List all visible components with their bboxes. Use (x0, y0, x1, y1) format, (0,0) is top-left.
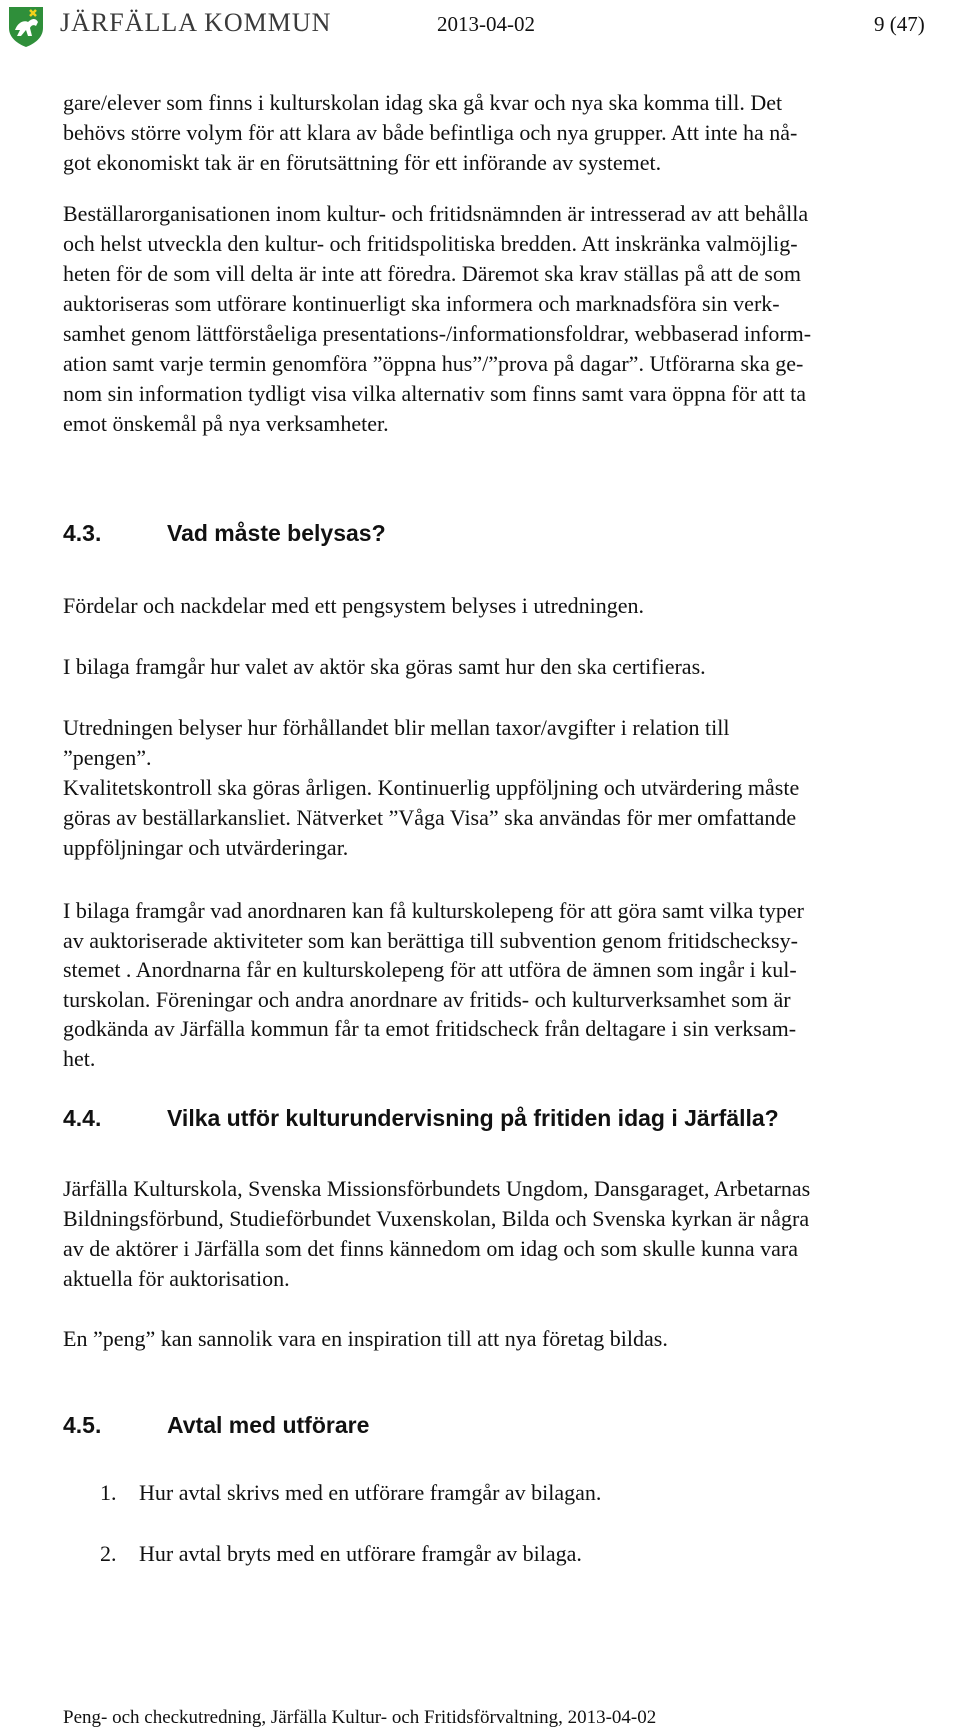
paragraph: Beställarorganisationen inom kultur- och fritidsnämnden är intresserad av att behålla och helst utveckla den kultur- och fritidspolitiska bredden. Att inskränka valmöjlig- heten för de som vill delta är inte att föredra. Däremot ska krav ställas på att de som auktoriseras som utförare kontinuerligt ska informera och marknadsföra sin verk- samhet genom lättförståeliga presentations-/informationsfoldrar, webbaserad inform- ation samt varje termin genomföra ”öppna hus”/”prova på dagar”. Utförarna ska ge- nom sin information tydligt visa vilka alternativ som finns samt vara öppna för att ta emot önskemål på nya verksamheter. (63, 201, 812, 436)
paragraph: I bilaga framgår vad anordnaren kan få kulturskolepeng för att göra samt vilka typer av auktoriserade aktiviteter som kan berättiga till subvention genom fritidschecksy- stemet . Anordnarna får en kulturskolepeng för att utföra de ämnen som ingår i kul- turskolan. Föreningar och andra anordnare av fritids- och kulturverksamhet som är godkända av Järfälla kommun får ta emot fritidscheck från deltagare i sin verksam- het. (63, 898, 804, 1071)
section-number: 4.5. (63, 1412, 102, 1438)
paragraph: Utredningen belyser hur förhållandet blir mellan taxor/avgifter i relation till ”pengen”. Kvalitetskontroll ska göras årligen. Kontinuerlig uppföljning och utvärdering måste göras av beställarkansliet. Nätverket ”Våga Visa” ska användas för mer omfattande uppföljningar och utvärderingar. (63, 715, 800, 860)
section-title: Vilka utför kulturundervisning på fritiden idag i Järfälla? (167, 1105, 779, 1131)
header-date: 2013-04-02 (437, 12, 535, 36)
list-item-text: Hur avtal bryts med en utförare framgår av bilaga. (139, 1541, 582, 1566)
page-header (0, 0, 960, 60)
section-number: 4.3. (63, 520, 102, 546)
paragraph: En ”peng” kan sannolik vara en inspiration till att nya företag bildas. (63, 1326, 668, 1351)
list-item (100, 1480, 601, 1506)
list-item-number: 1. (100, 1480, 117, 1505)
section-heading (63, 1105, 779, 1132)
section-number: 4.4. (63, 1105, 102, 1131)
page-number: 9 (47) (874, 12, 925, 36)
list-item (100, 1541, 582, 1567)
section-title: Vad måste belysas? (167, 520, 386, 546)
page-footer: Peng- och checkutredning, Järfälla Kultur- och Fritidsförvaltning, 2013-04-02 (63, 1707, 657, 1728)
paragraph: Järfälla Kulturskola, Svenska Missionsförbundets Ungdom, Dansgaraget, Arbetarnas Bildningsförbund, Studieförbundet Vuxenskolan, Bilda och Svenska kyrkan är några av de aktörer i Järfälla som det finns kännedom om idag och som skulle kunna vara aktuella för auktorisation. (63, 1176, 811, 1291)
section-heading (63, 520, 386, 547)
section-heading (63, 1412, 369, 1439)
section-title: Avtal med utförare (167, 1412, 370, 1438)
paragraph: Fördelar och nackdelar med ett pengsystem belyses i utredningen. (63, 593, 644, 618)
paragraph: I bilaga framgår hur valet av aktör ska göras samt hur den ska certifieras. (63, 654, 706, 679)
list-item-number: 2. (100, 1541, 117, 1566)
list-item-text: Hur avtal skrivs med en utförare framgår av bilagan. (139, 1480, 602, 1505)
org-name: JÄRFÄLLA KOMMUN (60, 8, 332, 37)
coat-of-arms-icon (6, 4, 46, 48)
paragraph: gare/elever som finns i kulturskolan idag ska gå kvar och nya ska komma till. Det behövs större volym för att klara av både befintliga och nya grupper. Att inte ha nå- got ekonomiskt tak är en förutsättning för ett införande av systemet. (63, 90, 798, 175)
